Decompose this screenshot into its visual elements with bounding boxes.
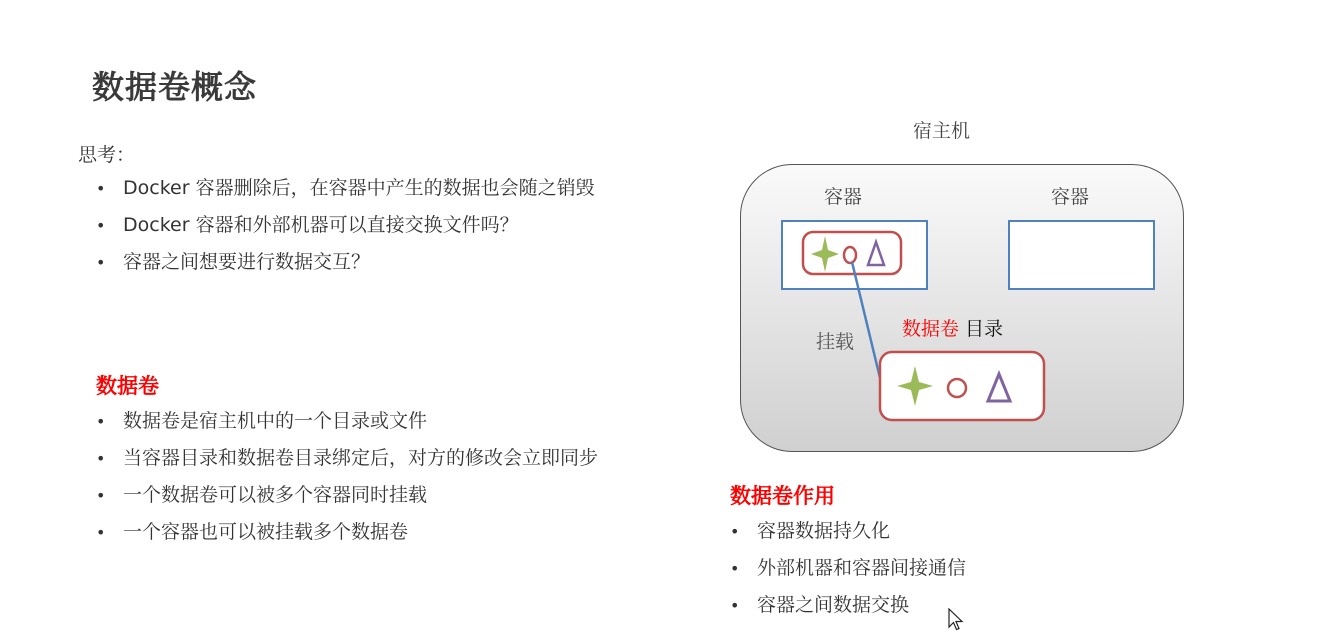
list-item: • 数据卷是宿主机中的一个目录或文件 [96,403,598,440]
container-label-1: 容器 [824,186,863,208]
list-item: • 当容器目录和数据卷目录绑定后，对方的修改会立即同步 [96,440,598,477]
mount-line [852,262,880,378]
volume-label: 数据卷 [902,318,960,340]
list-item: • 一个数据卷可以被多个容器同时挂载 [96,477,598,514]
volume-heading: 数据卷 [96,374,159,398]
host-label: 宿主机 [913,120,971,142]
usage-heading: 数据卷作用 [730,484,835,508]
mount-label: 挂载 [816,331,855,353]
mouse-cursor-icon [948,608,964,632]
list-item: • 容器数据持久化 [730,513,966,550]
usage-list [730,513,966,624]
page-title: 数据卷概念 [92,68,258,106]
list-item: • 外部机器和容器间接通信 [730,550,966,587]
dir-label: 目录 [965,318,1004,340]
list-item: • Docker 容器和外部机器可以直接交换文件吗？ [96,207,595,244]
think-label: 思考： [78,144,136,166]
list-item: • 一个容器也可以被挂载多个数据卷 [96,514,598,551]
list-item: • Docker 容器删除后，在容器中产生的数据也会随之销毁 [96,170,595,207]
list-item: • 容器之间数据交换 [730,587,966,624]
list-item: • 容器之间想要进行数据交互？ [96,244,595,281]
container-label-2: 容器 [1051,186,1090,208]
